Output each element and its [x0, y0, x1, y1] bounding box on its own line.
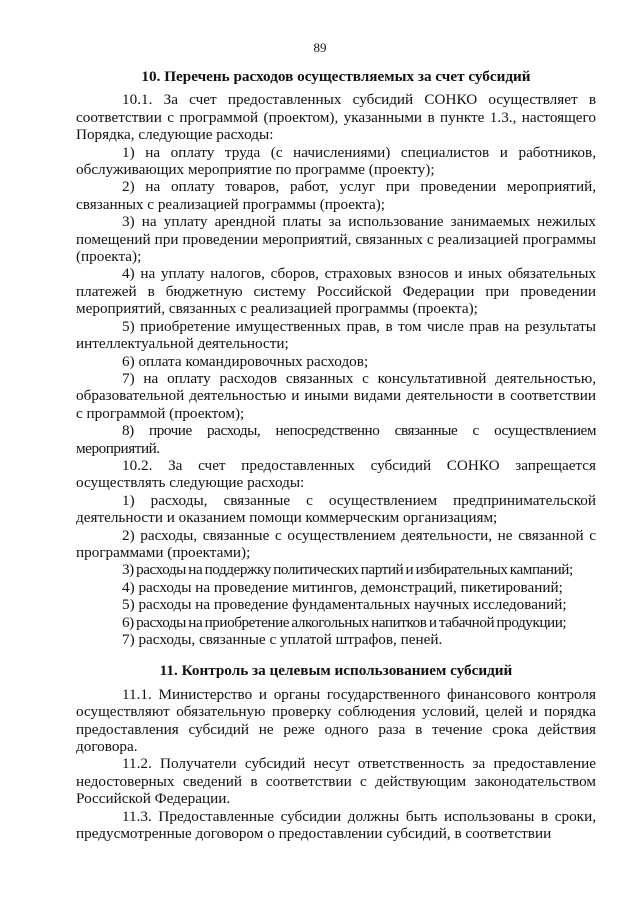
list-item-10-1-6: 6) оплата командировочных расходов; [122, 352, 369, 370]
list-item-10-1-5: 5) приобретение имущественных прав, в том числе прав на результаты интеллектуальной деятельности; [76, 317, 596, 353]
list-item-10-1-1: 1) на оплату труда (с начислениями) специалистов и работников, обслуживающих мероприятие по программе (проекту); [76, 143, 596, 179]
paragraph-10-2: 10.2. За счет предоставленных субсидий СОНКО запрещается осуществлять следующие расходы: [76, 456, 596, 492]
list-item-10-2-7: 7) расходы, связанные с уплатой штрафов, пеней. [122, 631, 443, 648]
page-number: 89 [313, 40, 327, 55]
list-item-10-2-1: 1) расходы, связанные с осуществлением предпринимательской деятельности и оказанием помощи коммерческим организациям; [76, 491, 596, 527]
page-content [76, 68, 596, 842]
section-10-body [76, 91, 596, 648]
list-item-10-1-3: 3) на уплату арендной платы за использование занимаемых нежилых помещений при проведении мероприятий, связанных с реализацией программы (проекта); [76, 213, 596, 266]
section-11-body [76, 686, 596, 843]
list-item-10-2-2: 2) расходы, связанные с осуществлением деятельности, не связанной с программами (проектами); [76, 526, 596, 561]
list-item-10-1-2: 2) на оплату товаров, работ, услуг при проведении мероприятий, связанных с реализацией программы (проекта); [76, 178, 596, 213]
section-11-title: 11. Контроль за целевым использованием субсидий [159, 662, 513, 680]
section-10-title: 10. Перечень расходов осуществляемых за счет субсидий [141, 68, 531, 85]
list-item-10-2-3: 3) расходы на поддержку политических партий и избирательных кампаний; [122, 561, 573, 579]
paragraph-11-2: 11.2. Получатели субсидий несут ответственность за предоставление недостоверных сведений в соответствии с действующим законодательством Российской Федерации. [76, 755, 596, 808]
list-item-10-2-4: 4) расходы на проведение митингов, демонстраций, пикетирований; [122, 578, 563, 596]
list-item-10-1-8: 8) прочие расходы, непосредственно связанные с осуществлением мероприятий. [76, 422, 596, 457]
list-item-10-1-4: 4) на уплату налогов, сборов, страховых взносов и иных обязательных платежей в бюджетную систему Российской Федерации при проведении мероприятий, связанных с реализацией программы (проекта); [76, 265, 596, 318]
list-item-10-1-7: 7) на оплату расходов связанных с консультативной деятельностью, образовательной деятельностью и иными видами деятельности в соответствии с программой (проектом); [76, 369, 596, 422]
paragraph-11-1: 11.1. Министерство и органы государственного финансового контроля осуществляют обязательную проверку соблюдения условий, целей и порядка предоставления субсидий не реже одного раза в течение срока действия договора. [76, 685, 596, 756]
list-item-10-2-5: 5) расходы на проведение фундаментальных научных исследований; [122, 596, 567, 614]
paragraph-11-3: 11.3. Предоставленные субсидии должны быть использованы в сроки, предусмотренные договором о предоставлении субсидий, в соответствии [76, 807, 596, 843]
paragraph-10-1: 10.1. За счет предоставленных субсидий СОНКО осуществляет в соответствии с программой (проектом), указанными в пункте 1.3., настоящего Порядка, следующие расходы: [76, 91, 596, 144]
list-item-10-2-6: 6) расходы на приобретение алкогольных напитков и табачной продукции; [122, 613, 567, 631]
